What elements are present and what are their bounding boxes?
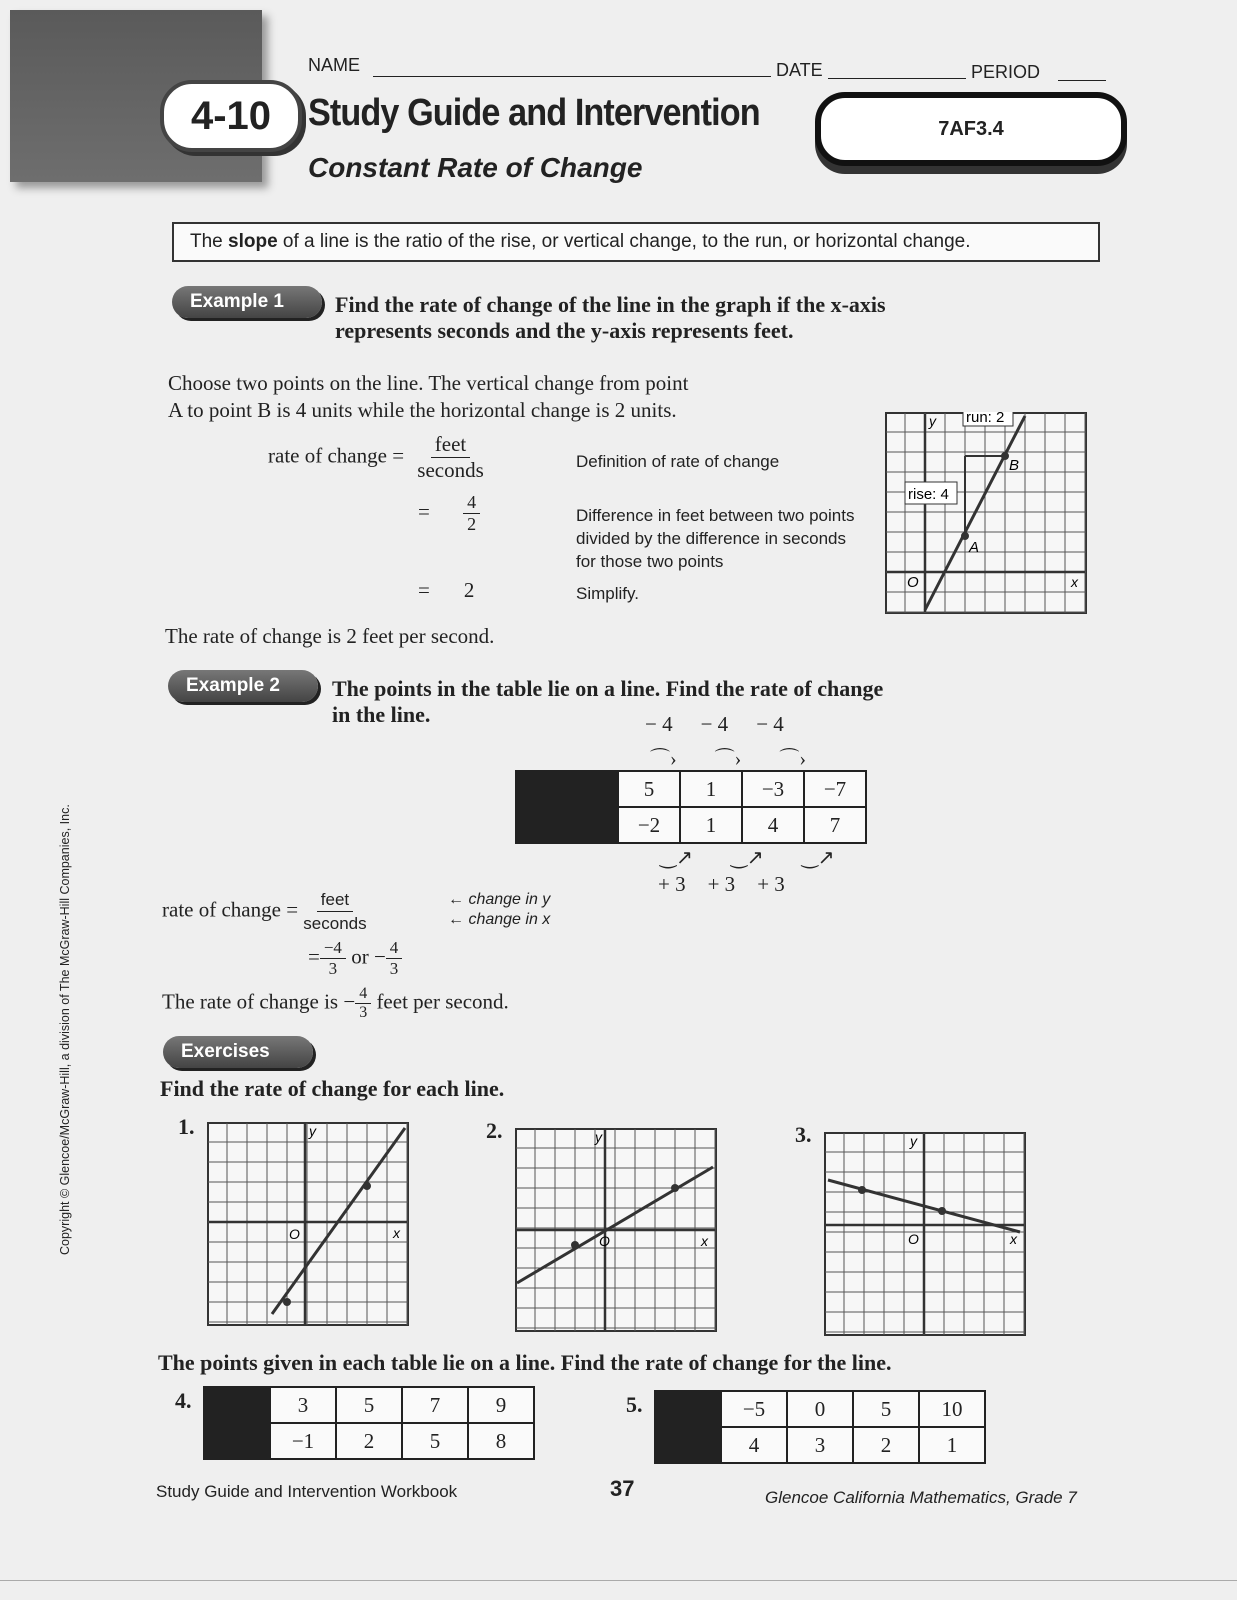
curve-arrow-icon: ⌒› xyxy=(779,748,807,770)
svg-text:y: y xyxy=(595,1129,602,1145)
example1-tag: Example 1 xyxy=(172,286,322,318)
date-line[interactable] xyxy=(828,78,966,79)
svg-text:x: x xyxy=(1010,1231,1017,1247)
example2-prompt: The points in the table lie on a line. Find the rate of change in the line. xyxy=(332,676,884,727)
curve-arrow-icon: ‿↗ xyxy=(660,847,693,869)
exercise-4-table: 3 5 7 9 −1 2 5 8 xyxy=(203,1386,535,1460)
tables-instruction: The points given in each table lie on a line. Find the rate of change for the line. xyxy=(158,1350,892,1375)
lesson-number: 4-10 xyxy=(160,80,302,152)
note-difference: Difference in feet between two points divided by the difference in seconds for those two points xyxy=(576,506,855,571)
footer-book: Glencoe California Mathematics, Grade 7 xyxy=(765,1488,1077,1507)
curve-arrow-icon: ⌒› xyxy=(650,748,677,770)
change-annotations: ← change in y ← change in x xyxy=(448,891,551,928)
svg-text:x: x xyxy=(393,1225,400,1241)
exercise-5-table: −5 0 5 10 4 3 2 1 xyxy=(654,1390,986,1464)
page-title: Study Guide and Intervention xyxy=(308,92,760,134)
top-differences: − 4 − 4 − 4 xyxy=(645,712,784,736)
svg-text:x: x xyxy=(701,1233,708,1249)
exercise-2-number: 2. xyxy=(486,1118,503,1143)
exercises-instruction: Find the rate of change for each line. xyxy=(160,1076,505,1101)
origin-label: O xyxy=(907,574,919,591)
slope-term: slope xyxy=(228,231,278,252)
svg-text:O: O xyxy=(908,1231,919,1247)
example1-step3: = 2 xyxy=(418,578,475,602)
example2-conclusion: The rate of change is − $\frac{4}{3}$ feet per second. xyxy=(162,985,509,1021)
exercise-4-number: 4. xyxy=(175,1388,192,1413)
name-line[interactable] xyxy=(373,76,771,77)
example1-intro: Choose two points on the line. The vertical change from point A to point B is 4 units while the horizontal change is 2 units. xyxy=(168,371,689,422)
curve-arrow-icon: ‿↗ xyxy=(801,847,835,869)
definition-box: The slope of a line is the ratio of the rise, or vertical change, to the run, or horizontal change. xyxy=(172,222,1100,262)
point-a-label: A xyxy=(969,539,980,556)
period-line[interactable] xyxy=(1058,80,1106,81)
exercise-5-number: 5. xyxy=(626,1392,643,1417)
y-label: y xyxy=(929,413,936,429)
page-number: 37 xyxy=(610,1476,635,1501)
example1-step2: = $\frac{4}{2}$ xyxy=(418,492,480,535)
note-definition: Definition of rate of change xyxy=(576,452,780,471)
exercise-3-number: 3. xyxy=(795,1122,812,1147)
exercises-tag: Exercises xyxy=(163,1036,313,1068)
example1-conclusion: The rate of change is 2 feet per second. xyxy=(165,624,495,648)
date-label: DATE xyxy=(776,60,823,80)
example1-graph xyxy=(885,412,1087,614)
example2-tag: Example 2 xyxy=(168,670,318,702)
example2-table: 5 1 −3 −7 −2 1 4 7 xyxy=(515,770,867,844)
page-subtitle: Constant Rate of Change xyxy=(308,152,643,183)
exercise-1-graph[interactable] xyxy=(207,1122,409,1326)
point-b-label: B xyxy=(1009,457,1020,474)
curve-arrow-icon: ‿↗ xyxy=(730,847,764,869)
bottom-differences: + 3 + 3 + 3 xyxy=(658,872,785,896)
point-a xyxy=(961,532,969,540)
example1-prompt: Find the rate of change of the line in the graph if the x-axis represents seconds and the y-axis represents feet. xyxy=(335,292,886,343)
svg-text:O: O xyxy=(599,1233,610,1249)
bottom-arrows xyxy=(660,845,835,870)
example2-roc-row: rate of change = $\frac{\text{feet}}{\text{seconds}}$ xyxy=(162,890,367,933)
exercise-3-graph[interactable] xyxy=(824,1132,1026,1336)
page-edge xyxy=(0,1580,1237,1581)
svg-text:y: y xyxy=(910,1133,917,1149)
example2-step2: = $\frac{-4}{3}$ or − $\frac{4}{3}$ xyxy=(308,938,402,979)
exercise-2-graph[interactable] xyxy=(515,1128,717,1332)
standard-badge: 7AF3.4 xyxy=(815,92,1127,166)
example1-roc-row: rate of change = $\frac{\text{feet}}{\text{seconds}}$ xyxy=(268,432,484,482)
top-arrows xyxy=(650,742,806,771)
exercise-1-number: 1. xyxy=(178,1114,195,1139)
svg-text:y: y xyxy=(309,1123,316,1139)
point-b xyxy=(1001,452,1009,460)
grid-border xyxy=(208,1123,408,1325)
copyright: Copyright © Glencoe/McGraw-Hill, a division of The McGraw-Hill Companies, Inc. xyxy=(58,804,72,1255)
rise-label: rise: 4 xyxy=(908,486,949,503)
note-simplify: Simplify. xyxy=(576,584,639,603)
run-label: run: 2 xyxy=(966,412,1005,426)
svg-text:O: O xyxy=(289,1226,300,1242)
footer-workbook: Study Guide and Intervention Workbook xyxy=(156,1482,458,1501)
curve-arrow-icon: ⌒› xyxy=(714,748,742,770)
name-label: NAME xyxy=(308,55,361,75)
period-label: PERIOD xyxy=(971,62,1041,82)
x-label: x xyxy=(1071,574,1078,590)
